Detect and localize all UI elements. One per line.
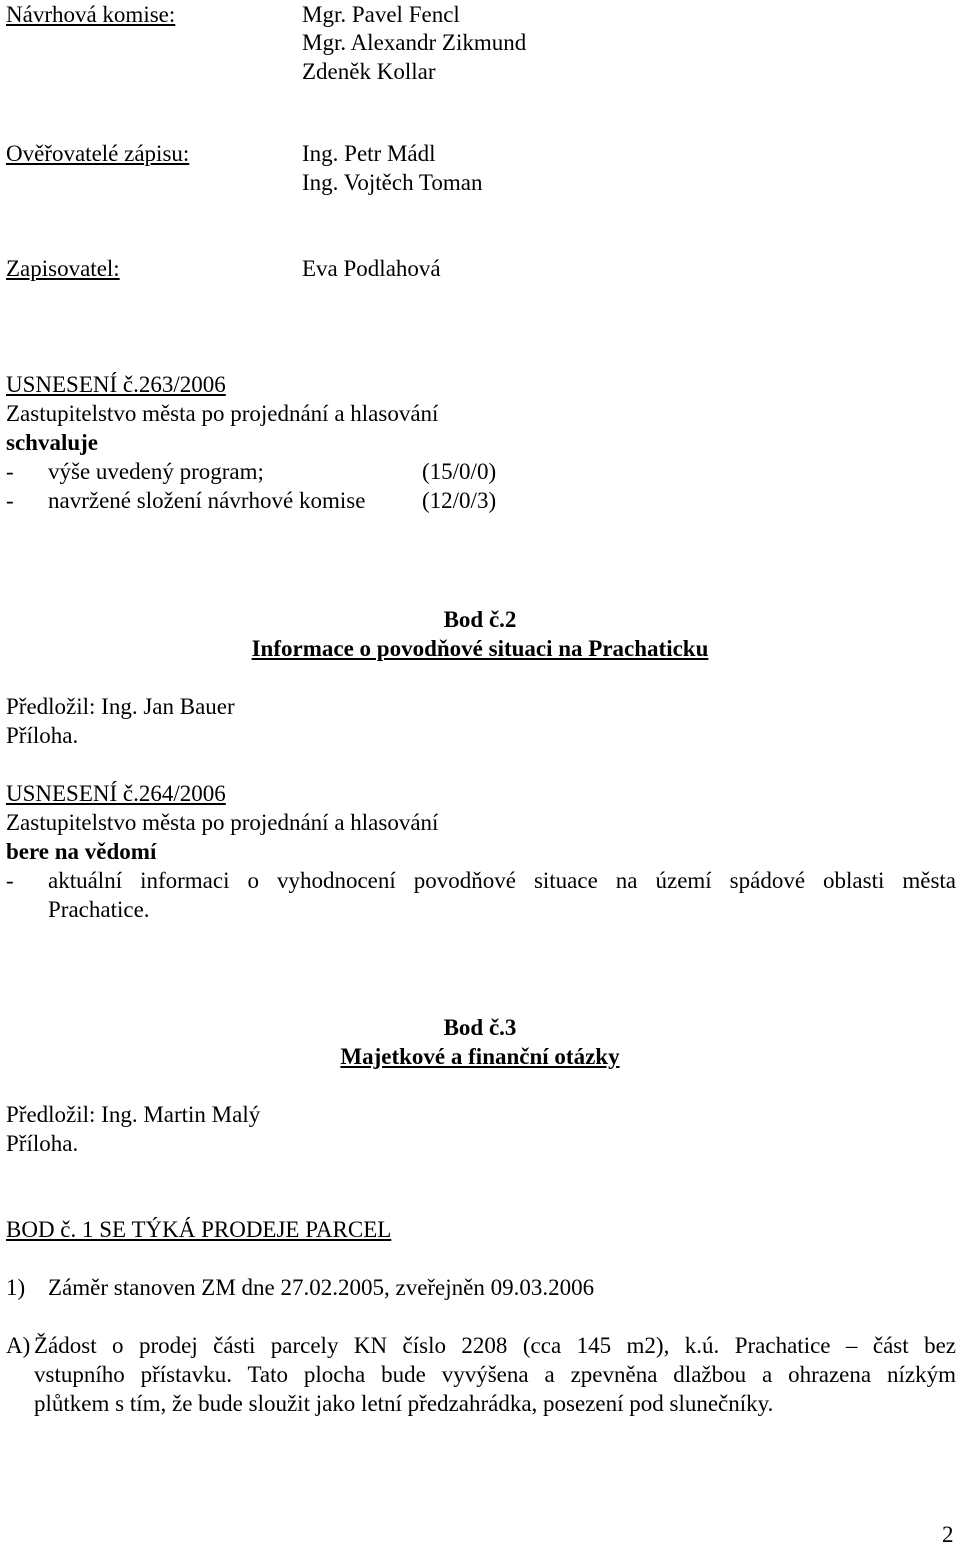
usneseni-264-verb: bere na vědomí [6, 839, 157, 864]
bod-3-subheading: Majetkové a finanční otázky [340, 1044, 620, 1069]
bod-2-subheading: Informace o povodňové situaci na Prachaticku [251, 636, 709, 661]
list-item-dash: - [6, 488, 14, 513]
bod-3-predlozil: Předložil: Ing. Martin Malý [6, 1102, 261, 1127]
usneseni-264-item-line: Prachatice. [48, 897, 150, 922]
list-item-dash: - [6, 868, 14, 893]
list-item-text: výše uvedený program; [48, 459, 264, 484]
list-item-vote: (15/0/0) [422, 459, 497, 484]
section-1-item-number: 1) [6, 1275, 26, 1300]
section-1-a-line: Žádost o prodej části parcely KN číslo 2208 (cca 145 m2), k.ú. Prachatice – část bez [34, 1333, 956, 1358]
section-1-title: BOD č. 1 SE TÝKÁ PRODEJE PARCEL [6, 1217, 392, 1242]
list-item-dash: - [6, 459, 14, 484]
usneseni-263-title: USNESENÍ č.263/2006 [6, 372, 226, 397]
section-1-a-line: plůtkem s tím, že bude sloužit jako letní předzahrádka, posezení pod slunečníky. [34, 1391, 774, 1416]
page-number: 2 [942, 1522, 954, 1547]
list-item-text: navržené složení návrhové komise [48, 488, 366, 513]
usneseni-264-intro: Zastupitelstvo města po projednání a hlasování [6, 810, 439, 835]
bod-2-heading: Bod č.2 [443, 607, 517, 632]
bod-3-priloha: Příloha. [6, 1131, 79, 1156]
bod-2-priloha: Příloha. [6, 723, 79, 748]
section-1-item-text: Záměr stanoven ZM dne 27.02.2005, zveřejněn 09.03.2006 [48, 1275, 595, 1300]
list-item-vote: (12/0/3) [422, 488, 497, 513]
navrhova-member: Zdeněk Kollar [302, 59, 436, 84]
navrhova-member: Mgr. Alexandr Zikmund [302, 30, 527, 55]
zapisovatel-label: Zapisovatel: [6, 256, 120, 281]
overovatel-member: Ing. Petr Mádl [302, 141, 436, 166]
bod-3-heading: Bod č.3 [443, 1015, 517, 1040]
bod-2-predlozil: Předložil: Ing. Jan Bauer [6, 694, 235, 719]
section-1-a-label: A) [6, 1333, 31, 1358]
zapisovatel-name: Eva Podlahová [302, 256, 441, 281]
usneseni-263-intro: Zastupitelstvo města po projednání a hlasování [6, 401, 439, 426]
section-1-a-line: vstupního přístavku. Tato plocha bude vyvýšena a zpevněna dlažbou a ohrazena nízkým [34, 1362, 956, 1387]
usneseni-264-title: USNESENÍ č.264/2006 [6, 781, 226, 806]
navrhova-member: Mgr. Pavel Fencl [302, 2, 460, 27]
usneseni-264-item-line: aktuální informaci o vyhodnocení povodňové situace na území spádové oblasti města [48, 868, 956, 893]
navrhova-komise-label: Návrhová komise: [6, 2, 176, 27]
overovatel-member: Ing. Vojtěch Toman [302, 170, 483, 195]
usneseni-263-verb: schvaluje [6, 430, 98, 455]
overovatele-label: Ověřovatelé zápisu: [6, 141, 190, 166]
